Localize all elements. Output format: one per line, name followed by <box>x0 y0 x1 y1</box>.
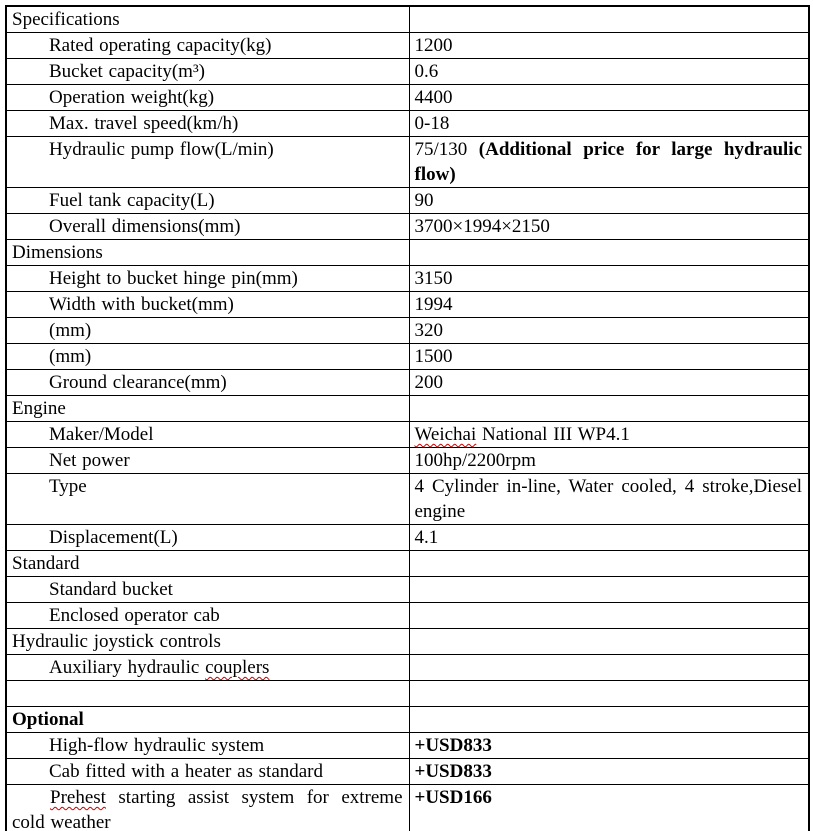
table-row <box>6 214 809 240</box>
spec-label-cell: Height to bucket hinge pin(mm) <box>6 266 409 292</box>
table-row <box>6 603 809 629</box>
table-row <box>6 707 809 733</box>
table-row <box>6 59 809 85</box>
misspelled-word: Prehest <box>50 787 106 808</box>
spec-value-cell: 1994 <box>409 292 809 318</box>
empty-cell <box>409 6 809 33</box>
table-row <box>6 85 809 111</box>
empty-cell <box>6 681 409 707</box>
empty-cell <box>409 240 809 266</box>
spec-label-cell: Dimensions <box>6 240 409 266</box>
spec-value-cell: Weichai National III WP4.1 <box>409 422 809 448</box>
spec-value-cell: +USD833 <box>409 759 809 785</box>
spec-label-cell: Engine <box>6 396 409 422</box>
table-row <box>6 111 809 137</box>
spec-label-cell: Fuel tank capacity(L) <box>6 188 409 214</box>
spec-label-cell: Rated operating capacity(kg) <box>6 33 409 59</box>
spec-table <box>5 5 810 831</box>
spec-label-cell: Enclosed operator cab <box>6 603 409 629</box>
table-row <box>6 344 809 370</box>
spec-value-cell: 3150 <box>409 266 809 292</box>
spec-value-cell: 100hp/2200rpm <box>409 448 809 474</box>
spec-value-cell: 4.1 <box>409 525 809 551</box>
table-row <box>6 525 809 551</box>
table-row <box>6 785 809 831</box>
empty-cell <box>409 577 809 603</box>
spec-value-cell: 90 <box>409 188 809 214</box>
spec-label-cell: Standard <box>6 551 409 577</box>
table-row <box>6 33 809 59</box>
table-row <box>6 292 809 318</box>
table-row <box>6 6 809 33</box>
spec-value-cell: 3700×1994×2150 <box>409 214 809 240</box>
table-row <box>6 448 809 474</box>
spec-label-cell: Hydraulic joystick controls <box>6 629 409 655</box>
spec-label-cell: Auxiliary hydraulic couplers <box>6 655 409 681</box>
spec-value-note: (Additional price for large hydraulic flow) <box>414 139 803 185</box>
spec-label-cell: (mm) <box>6 344 409 370</box>
empty-cell <box>409 396 809 422</box>
spec-label-cell: Max. travel speed(km/h) <box>6 111 409 137</box>
spec-value-cell: 75/130 (Additional price for large hydraulic flow) <box>409 137 809 188</box>
table-row <box>6 733 809 759</box>
table-row <box>6 655 809 681</box>
table-row <box>6 759 809 785</box>
spec-value-cell: 4400 <box>409 85 809 111</box>
spec-value-cell: 4 Cylinder in-line, Water cooled, 4 stroke,Diesel engine <box>409 474 809 525</box>
spec-label-cell: Operation weight(kg) <box>6 85 409 111</box>
spec-value-cell: 0-18 <box>409 111 809 137</box>
spec-label-cell: Width with bucket(mm) <box>6 292 409 318</box>
table-row <box>6 370 809 396</box>
spec-label-cell: (mm) <box>6 318 409 344</box>
table-row <box>6 577 809 603</box>
empty-cell <box>409 707 809 733</box>
spec-table-body <box>6 6 809 831</box>
table-row <box>6 318 809 344</box>
spec-label-cell: Cab fitted with a heater as standard <box>6 759 409 785</box>
spec-value-cell: 1500 <box>409 344 809 370</box>
table-row <box>6 240 809 266</box>
empty-cell <box>409 655 809 681</box>
table-row <box>6 474 809 525</box>
table-row <box>6 422 809 448</box>
table-row <box>6 137 809 188</box>
table-row <box>6 266 809 292</box>
spec-value-cell: 1200 <box>409 33 809 59</box>
table-row <box>6 551 809 577</box>
spec-label-cell: Net power <box>6 448 409 474</box>
table-row <box>6 188 809 214</box>
table-row <box>6 681 809 707</box>
spec-value-cell: +USD166 <box>409 785 809 831</box>
spec-value-cell: 320 <box>409 318 809 344</box>
table-row <box>6 396 809 422</box>
spec-label-cell: Ground clearance(mm) <box>6 370 409 396</box>
spec-label-cell: Hydraulic pump flow(L/min) <box>6 137 409 188</box>
table-row <box>6 629 809 655</box>
spec-label-cell: Optional <box>6 707 409 733</box>
empty-cell <box>409 551 809 577</box>
empty-cell <box>409 681 809 707</box>
empty-cell <box>409 629 809 655</box>
misspelled-word: Weichai <box>414 424 477 445</box>
spec-label-cell: Overall dimensions(mm) <box>6 214 409 240</box>
spec-label-cell: Specifications <box>6 6 409 33</box>
spec-value-cell: 200 <box>409 370 809 396</box>
misspelled-word: couplers <box>205 657 270 678</box>
spec-value-cell: 0.6 <box>409 59 809 85</box>
spec-label-cell: Bucket capacity(m³) <box>6 59 409 85</box>
spec-label-cell: Prehest starting assist system for extreme cold weather <box>6 785 409 831</box>
spec-label-cell: Maker/Model <box>6 422 409 448</box>
spec-label-cell: High-flow hydraulic system <box>6 733 409 759</box>
spec-label-cell: Displacement(L) <box>6 525 409 551</box>
spec-value-cell: +USD833 <box>409 733 809 759</box>
spec-label-cell: Type <box>6 474 409 525</box>
spec-label-cell: Standard bucket <box>6 577 409 603</box>
empty-cell <box>409 603 809 629</box>
